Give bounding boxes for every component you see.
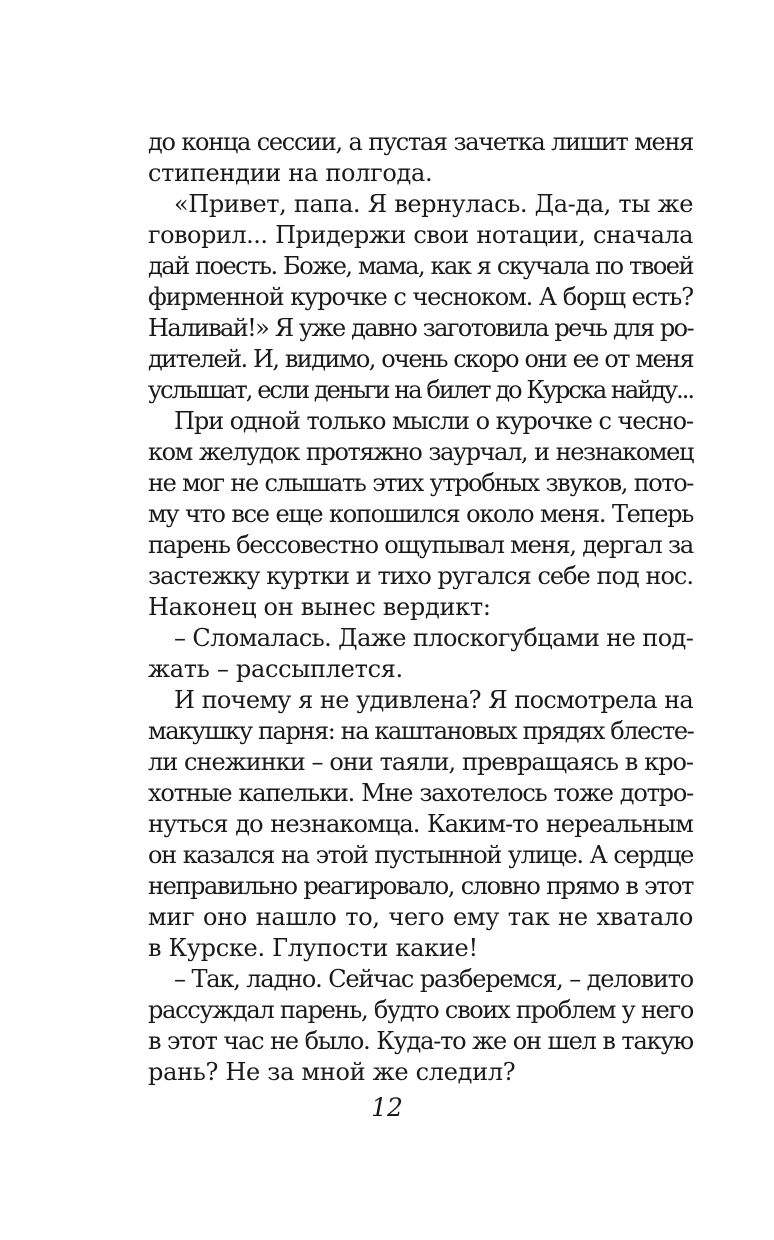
text-line: жать – рассыплется.	[148, 655, 403, 683]
text-line: парень бессовестно ощупывал меня, дергал за	[148, 531, 693, 559]
text-line: нуться до незнакомца. Каким-то нереальным	[148, 810, 693, 838]
text-line: «Привет, папа. Я вернулась. Да-да, ты же	[174, 190, 693, 218]
text-line: рань? Не за мной же следил?	[148, 1058, 516, 1086]
text-line: не мог не слышать этих утробных звуков, пото-	[148, 469, 693, 497]
text-line: Наконец он вынес вердикт:	[148, 593, 491, 621]
text-line: до конца сессии, а пустая зачетка лишит меня	[148, 128, 693, 156]
text-line: фирменной курочке с чесноком. А борщ есть?	[148, 283, 693, 311]
text-line: – Так, ладно. Сейчас разберемся, – деловито	[174, 965, 693, 993]
text-line: застежку куртки и тихо ругался себе под нос.	[148, 562, 693, 590]
text-line: му что все еще копошился около меня. Теперь	[148, 500, 693, 528]
body-text	[148, 127, 693, 1088]
text-line: в этот час не было. Куда-то же он шел в такую	[148, 1027, 693, 1055]
text-line: он казался на этой пустынной улице. А сердце	[148, 841, 693, 869]
text-line: стипендии на полгода.	[148, 159, 433, 187]
text-line: в Курске. Глупости какие!	[148, 934, 478, 962]
text-line: ком желудок протяжно заурчал, и незнакомец	[148, 438, 693, 466]
text-line: услышат, если деньги на билет до Курска найду...	[148, 376, 693, 404]
text-line: При одной только мысли о курочке с чесно-	[174, 407, 693, 435]
page-number: 12	[371, 1093, 403, 1122]
text-line: миг оно нашло то, чего ему так не хватало	[148, 903, 693, 931]
text-line: дителей. И, видимо, очень скоро они ее от меня	[148, 345, 693, 373]
text-line: И почему я не удивлена? Я посмотрела на	[174, 686, 693, 714]
text-line: рассуждал парень, будто своих проблем у него	[148, 996, 693, 1024]
text-line: хотные капельки. Мне захотелось тоже дотро-	[148, 779, 693, 807]
text-line: говорил... Придержи свои нотации, сначала	[148, 221, 693, 249]
text-line: Наливай!» Я уже давно заготовила речь для ро-	[148, 314, 693, 342]
text-line: – Сломалась. Даже плоскогубцами не под-	[174, 624, 694, 652]
text-line: дай поесть. Боже, мама, как я скучала по твоей	[148, 252, 693, 280]
text-line: неправильно реагировало, словно прямо в этот	[148, 872, 693, 900]
text-line: ли снежинки – они таяли, превращаясь в кро-	[148, 748, 693, 776]
text-line: макушку парня: на каштановых прядях блесте-	[148, 717, 694, 745]
